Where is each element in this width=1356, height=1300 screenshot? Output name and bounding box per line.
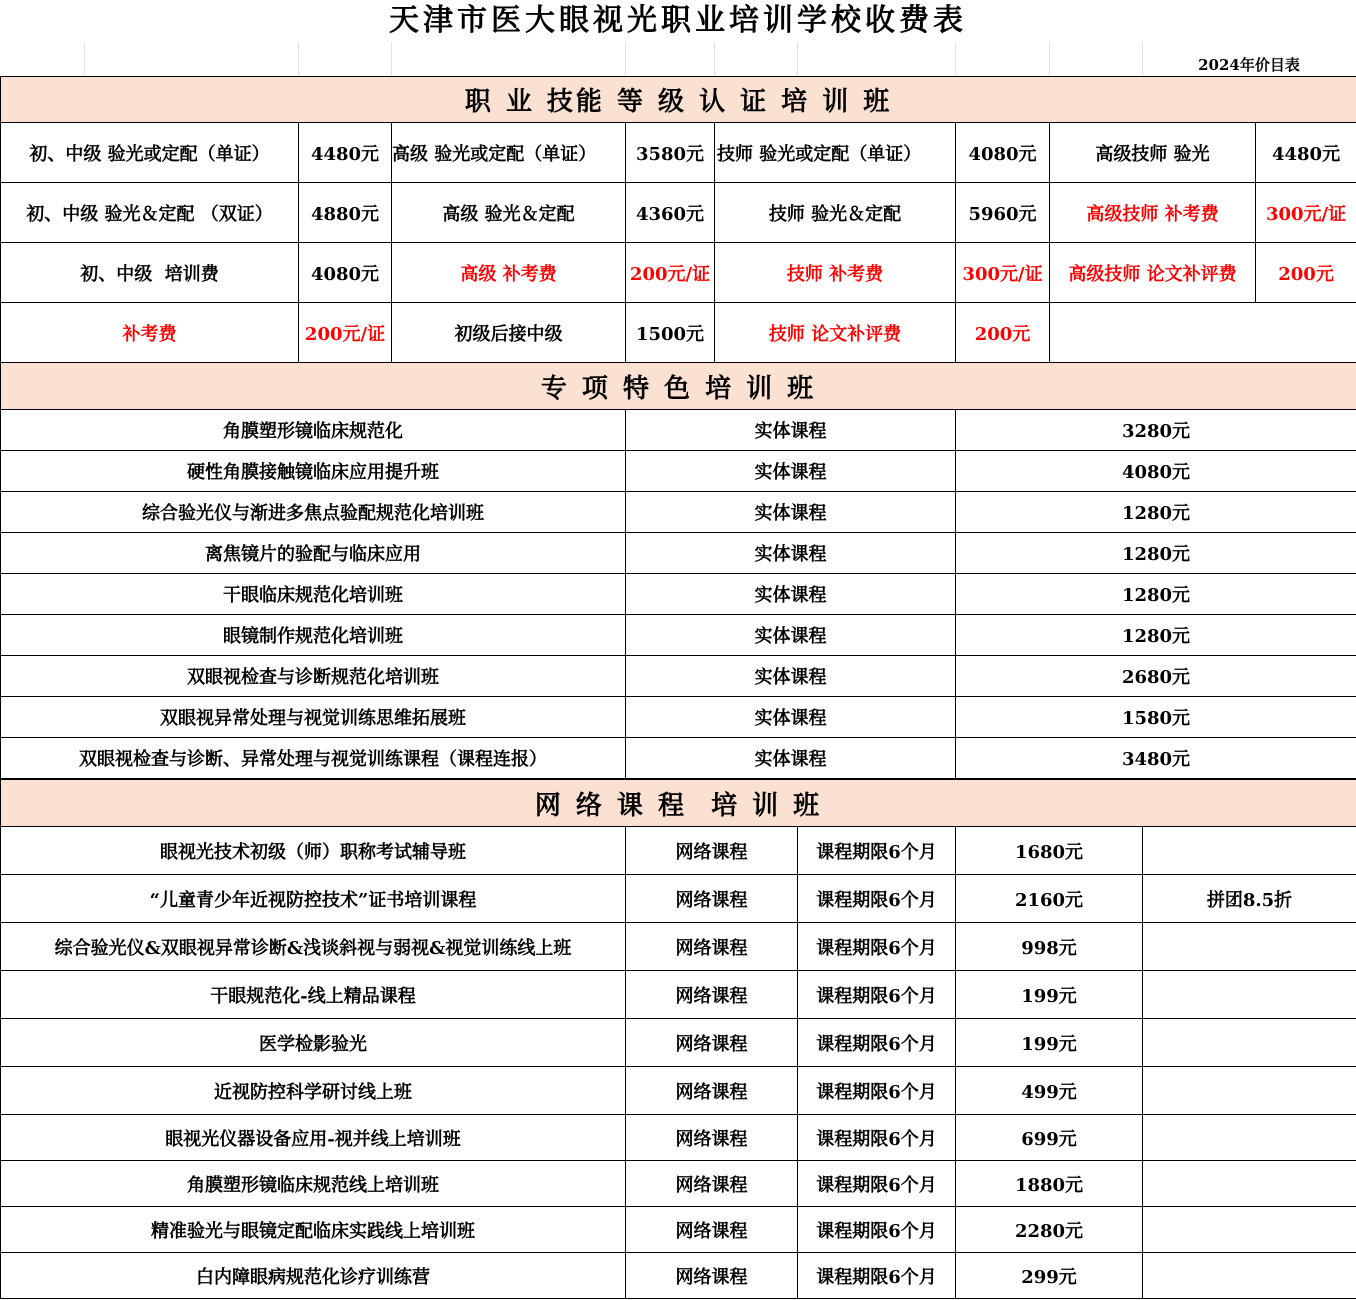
table-row bbox=[1, 827, 1356, 875]
table-row bbox=[1, 492, 1356, 533]
grid-line bbox=[625, 42, 626, 76]
empty-cell bbox=[1143, 1019, 1356, 1067]
course-type-cell: 网络课程 bbox=[626, 923, 798, 971]
price-cell: 200元/证 bbox=[626, 243, 715, 303]
table-row bbox=[1, 1253, 1356, 1299]
online-courses-table bbox=[0, 779, 1356, 1299]
grid-line bbox=[391, 42, 392, 76]
empty-cell bbox=[1143, 827, 1356, 875]
course-name-cell: 双眼视检查与诊断规范化培训班 bbox=[1, 656, 626, 697]
section-heading-special: 专 项 特 色 培 训 班 bbox=[1, 363, 1356, 410]
table-cell: 技师 验光或定配（单证） bbox=[715, 123, 956, 183]
table-row bbox=[1, 971, 1356, 1019]
course-period-cell: 课程期限6个月 bbox=[798, 1253, 956, 1299]
course-name-cell: 医学检影验光 bbox=[1, 1019, 626, 1067]
price-cell: 4880元 bbox=[299, 183, 392, 243]
course-price-cell: 2280元 bbox=[956, 1207, 1143, 1253]
course-type-cell: 实体课程 bbox=[626, 451, 956, 492]
course-type-cell: 网络课程 bbox=[626, 1115, 798, 1161]
course-name-cell: 双眼视异常处理与视觉训练思维拓展班 bbox=[1, 697, 626, 738]
table-row bbox=[1, 1207, 1356, 1253]
course-period-cell: 课程期限6个月 bbox=[798, 1067, 956, 1115]
price-cell: 4480元 bbox=[299, 123, 392, 183]
course-name-cell: 角膜塑形镜临床规范化 bbox=[1, 410, 626, 451]
course-name-cell: 眼镜制作规范化培训班 bbox=[1, 615, 626, 656]
table-cell: 技师 论文补评费 bbox=[715, 303, 956, 363]
special-courses-table bbox=[0, 362, 1356, 779]
course-name-cell: 综合验光仪与渐进多焦点验配规范化培训班 bbox=[1, 492, 626, 533]
course-name-cell: 精准验光与眼镜定配临床实践线上培训班 bbox=[1, 1207, 626, 1253]
table-cell: 初级后接中级 bbox=[392, 303, 626, 363]
table-row bbox=[1, 574, 1356, 615]
empty-cell bbox=[1050, 303, 1356, 363]
price-cell: 1500元 bbox=[626, 303, 715, 363]
course-price-cell: 1280元 bbox=[956, 492, 1356, 533]
course-period-cell: 课程期限6个月 bbox=[798, 875, 956, 923]
price-cell: 300元/证 bbox=[1256, 183, 1356, 243]
course-name-cell: 离焦镜片的验配与临床应用 bbox=[1, 533, 626, 574]
course-name-cell: 近视防控科学研讨线上班 bbox=[1, 1067, 626, 1115]
table-row bbox=[1, 1067, 1356, 1115]
course-price-cell: 199元 bbox=[956, 1019, 1143, 1067]
course-name-cell: 眼视光仪器设备应用-视并线上培训班 bbox=[1, 1115, 626, 1161]
course-period-cell: 课程期限6个月 bbox=[798, 1161, 956, 1207]
grid-line bbox=[955, 42, 956, 76]
course-name-cell: 综合验光仪&双眼视异常诊断&浅谈斜视与弱视&视觉训练线上班 bbox=[1, 923, 626, 971]
course-type-cell: 网络课程 bbox=[626, 827, 798, 875]
table-row bbox=[1, 1115, 1356, 1161]
course-price-cell: 1280元 bbox=[956, 533, 1356, 574]
empty-cell bbox=[1143, 1207, 1356, 1253]
course-period-cell: 课程期限6个月 bbox=[798, 1019, 956, 1067]
grid-line bbox=[797, 42, 798, 76]
empty-cell bbox=[1143, 1161, 1356, 1207]
table-cell: 高级 验光或定配（单证） bbox=[392, 123, 626, 183]
course-type-cell: 实体课程 bbox=[626, 656, 956, 697]
table-cell: 初、中级 验光＆定配 （双证） bbox=[1, 183, 299, 243]
price-cell: 4360元 bbox=[626, 183, 715, 243]
empty-cell bbox=[1143, 1253, 1356, 1299]
table-row bbox=[1, 243, 1356, 303]
year-label: 2024年价目表 bbox=[1198, 56, 1300, 74]
course-period-cell: 课程期限6个月 bbox=[798, 827, 956, 875]
empty-cell bbox=[1143, 1115, 1356, 1161]
table-row bbox=[1, 451, 1356, 492]
table-row bbox=[1, 738, 1356, 779]
empty-cell bbox=[1143, 923, 1356, 971]
grid-line bbox=[1142, 42, 1143, 76]
course-type-cell: 网络课程 bbox=[626, 971, 798, 1019]
table-cell: 高级技师 论文补评费 bbox=[1050, 243, 1256, 303]
course-period-cell: 课程期限6个月 bbox=[798, 971, 956, 1019]
course-price-cell: 998元 bbox=[956, 923, 1143, 971]
table-cell: 高级 补考费 bbox=[392, 243, 626, 303]
course-price-cell: 699元 bbox=[956, 1115, 1143, 1161]
price-cell: 200元/证 bbox=[299, 303, 392, 363]
course-price-cell: 2680元 bbox=[956, 656, 1356, 697]
course-type-cell: 实体课程 bbox=[626, 410, 956, 451]
course-type-cell: 实体课程 bbox=[626, 738, 956, 779]
course-period-cell: 课程期限6个月 bbox=[798, 1207, 956, 1253]
empty-cell bbox=[1143, 971, 1356, 1019]
course-price-cell: 1280元 bbox=[956, 615, 1356, 656]
grid-line bbox=[1049, 42, 1050, 76]
course-price-cell: 199元 bbox=[956, 971, 1143, 1019]
course-period-cell: 课程期限6个月 bbox=[798, 923, 956, 971]
table-row bbox=[1, 656, 1356, 697]
course-type-cell: 网络课程 bbox=[626, 1161, 798, 1207]
course-price-cell: 299元 bbox=[956, 1253, 1143, 1299]
table-row bbox=[1, 697, 1356, 738]
table-row bbox=[1, 1161, 1356, 1207]
section-heading-online: 网 络 课 程 培 训 班 bbox=[1, 780, 1356, 827]
course-type-cell: 实体课程 bbox=[626, 492, 956, 533]
course-name-cell: 角膜塑形镜临床规范线上培训班 bbox=[1, 1161, 626, 1207]
course-price-cell: 3480元 bbox=[956, 738, 1356, 779]
table-cell: 高级技师 验光 bbox=[1050, 123, 1256, 183]
course-name-cell: 硬性角膜接触镜临床应用提升班 bbox=[1, 451, 626, 492]
grid-line bbox=[714, 42, 715, 76]
table-cell: 高级技师 补考费 bbox=[1050, 183, 1256, 243]
course-price-cell: 1680元 bbox=[956, 827, 1143, 875]
course-price-cell: 1580元 bbox=[956, 697, 1356, 738]
course-type-cell: 实体课程 bbox=[626, 697, 956, 738]
course-price-cell: 499元 bbox=[956, 1067, 1143, 1115]
course-type-cell: 网络课程 bbox=[626, 1067, 798, 1115]
course-price-cell: 2160元 bbox=[956, 875, 1143, 923]
certification-table bbox=[0, 76, 1356, 363]
price-cell: 4480元 bbox=[1256, 123, 1356, 183]
course-type-cell: 网络课程 bbox=[626, 1019, 798, 1067]
price-cell: 300元/证 bbox=[956, 243, 1050, 303]
empty-cell bbox=[1143, 1067, 1356, 1115]
course-name-cell: 干眼规范化-线上精品课程 bbox=[1, 971, 626, 1019]
course-name-cell: 眼视光技术初级（师）职称考试辅导班 bbox=[1, 827, 626, 875]
course-type-cell: 实体课程 bbox=[626, 615, 956, 656]
table-cell: 初、中级 培训费 bbox=[1, 243, 299, 303]
course-price-cell: 1880元 bbox=[956, 1161, 1143, 1207]
table-row bbox=[1, 123, 1356, 183]
table-cell: 补考费 bbox=[1, 303, 299, 363]
table-cell: 初、中级 验光或定配（单证） bbox=[1, 123, 299, 183]
table-row bbox=[1, 183, 1356, 243]
course-name-cell: “儿童青少年近视防控技术”证书培训课程 bbox=[1, 875, 626, 923]
section-heading-certification: 职 业 技能 等 级 认 证 培 训 班 bbox=[1, 77, 1356, 123]
price-cell: 200元 bbox=[956, 303, 1050, 363]
table-row bbox=[1, 303, 1356, 363]
table-row bbox=[1, 615, 1356, 656]
table-row bbox=[1, 533, 1356, 574]
price-cell: 3580元 bbox=[626, 123, 715, 183]
table-row bbox=[1, 1019, 1356, 1067]
course-name-cell: 双眼视检查与诊断、异常处理与视觉训练课程（课程连报） bbox=[1, 738, 626, 779]
discount-cell: 拼团8.5折 bbox=[1143, 875, 1356, 923]
grid-line bbox=[84, 42, 85, 76]
grid-line bbox=[298, 42, 299, 76]
course-type-cell: 实体课程 bbox=[626, 574, 956, 615]
price-cell: 4080元 bbox=[299, 243, 392, 303]
table-cell: 技师 验光＆定配 bbox=[715, 183, 956, 243]
course-type-cell: 网络课程 bbox=[626, 875, 798, 923]
course-type-cell: 实体课程 bbox=[626, 533, 956, 574]
course-price-cell: 4080元 bbox=[956, 451, 1356, 492]
table-cell: 高级 验光＆定配 bbox=[392, 183, 626, 243]
course-name-cell: 白内障眼病规范化诊疗训练营 bbox=[1, 1253, 626, 1299]
course-price-cell: 3280元 bbox=[956, 410, 1356, 451]
price-cell: 5960元 bbox=[956, 183, 1050, 243]
price-cell: 4080元 bbox=[956, 123, 1050, 183]
table-row bbox=[1, 875, 1356, 923]
course-type-cell: 网络课程 bbox=[626, 1253, 798, 1299]
table-row bbox=[1, 923, 1356, 971]
course-period-cell: 课程期限6个月 bbox=[798, 1115, 956, 1161]
course-type-cell: 网络课程 bbox=[626, 1207, 798, 1253]
course-name-cell: 干眼临床规范化培训班 bbox=[1, 574, 626, 615]
page-title: 天津市医大眼视光职业培训学校收费表 bbox=[389, 3, 967, 38]
price-cell: 200元 bbox=[1256, 243, 1356, 303]
table-row bbox=[1, 410, 1356, 451]
course-price-cell: 1280元 bbox=[956, 574, 1356, 615]
table-cell: 技师 补考费 bbox=[715, 243, 956, 303]
